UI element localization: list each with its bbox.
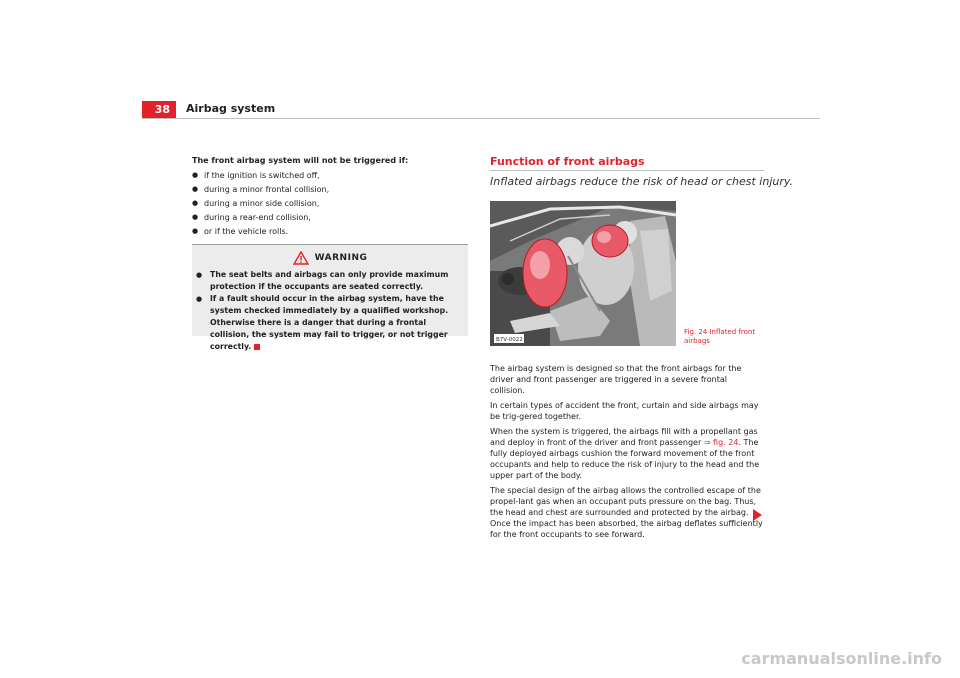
list-item: ● or if the vehicle rolls.: [192, 225, 468, 238]
warning-header: [196, 247, 464, 269]
figure-code: B7V-0022: [496, 337, 523, 343]
section-subtitle: Inflated airbags reduce the risk of head or chest injury.: [490, 175, 794, 188]
not-triggered-intro: The front airbag system will not be triggered if:: [192, 156, 409, 165]
page-header-title: Airbag system: [186, 102, 276, 115]
not-triggered-list: [192, 169, 468, 238]
footer-watermark: carmanualsonline.info: [741, 649, 942, 668]
body-text: [490, 363, 764, 544]
figure-caption-line1: Fig. 24 Inflated front: [684, 328, 756, 336]
warning-item-text: If a fault should occur in the airbag system, have the system checked immediately by a qualified workshop. Otherwise there is a danger that during a frontal collision, the system may fail to trigger, or not trigger correctly.: [210, 294, 449, 351]
warning-box: [192, 244, 468, 351]
figure-caption-line2: airbags: [684, 337, 710, 345]
warning-item: [196, 293, 464, 353]
warning-heading: WARNING: [314, 253, 368, 263]
paragraph-text: . The fully deployed airbags cushion the forward movement of the front occupants and help to reduce the risk of injury to the head and the upper part of the body.: [490, 438, 760, 480]
end-of-section-mark: [254, 344, 260, 350]
section-divider: [490, 170, 764, 171]
list-item: ● during a minor frontal collision,: [192, 183, 468, 196]
paragraph: In certain types of accident the front, curtain and side airbags may be trig-gered together.: [490, 401, 759, 421]
page-number: 38: [142, 101, 176, 118]
header-divider: [142, 118, 820, 119]
warning-top-rule: [192, 244, 468, 245]
paragraph: The airbag system is designed so that the front airbags for the driver and front passenger are triggered in a severe frontal collision.: [490, 364, 742, 395]
airbag-figure: [490, 201, 676, 346]
section-title: Function of front airbags: [490, 155, 645, 168]
inflated-airbags-illustration: [490, 201, 676, 346]
figure-cross-reference-link[interactable]: ⇒ fig. 24: [703, 438, 739, 447]
paragraph: The special design of the airbag allows the controlled escape of the propel-lant gas when an occupant puts pressure on the bag. Thus, the head and chest are surrounded and protected by the airbag. Once the impact has been absorbed, the airbag deflates sufficiently for the front occupants to see forward.: [490, 486, 763, 539]
continue-arrow-icon: [753, 509, 762, 521]
paragraph: [490, 426, 764, 481]
paragraph-text: When the system is triggered, the airbags fill with a propellant gas and deploy in front of the driver and front passenger: [490, 427, 758, 447]
list-item: ● during a rear-end collision,: [192, 211, 468, 224]
list-item: ● if the ignition is switched off,: [192, 169, 468, 182]
warning-list: [196, 269, 464, 353]
warning-triangle-icon: [293, 251, 309, 265]
warning-item: ● The seat belts and airbags can only provide maximum protection if the occupants are seated correctly.: [196, 269, 464, 293]
left-column: [192, 154, 468, 239]
figure-caption: [684, 328, 755, 346]
list-item: ● during a minor side collision,: [192, 197, 468, 210]
